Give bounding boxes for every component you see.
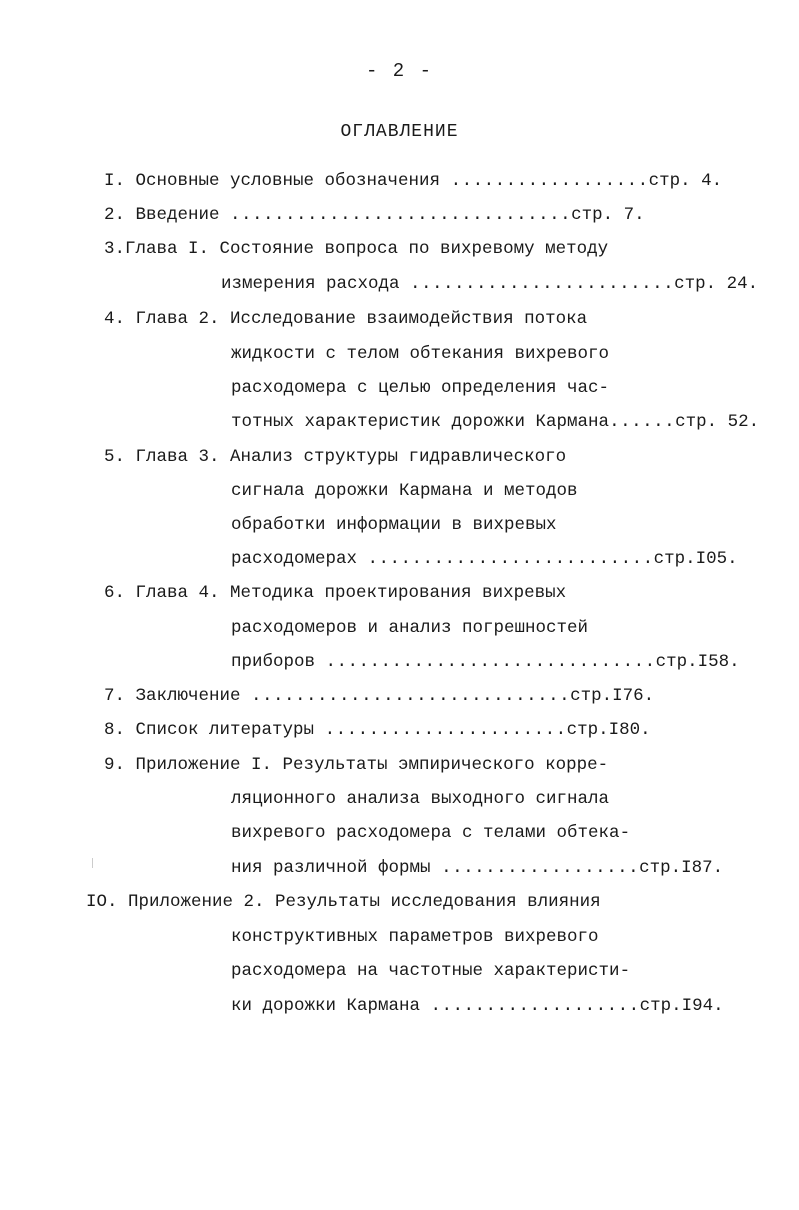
toc-line: расходомера на частотные характеристи-	[231, 961, 631, 981]
toc-line: ния различной формы	[231, 858, 431, 878]
toc-dots: ......	[609, 412, 676, 432]
toc-entry-9-line-4	[231, 857, 723, 879]
toc-line: расходомеров и анализ погрешностей	[231, 618, 589, 638]
toc-entry-4-line-2	[231, 343, 609, 365]
page-number: - 2 -	[365, 60, 433, 82]
toc-entry-2	[104, 204, 645, 226]
toc-dots: ..............................	[325, 652, 656, 672]
toc-entry-5-line-3	[231, 514, 557, 536]
toc-line: I. Основные условные обозначения	[104, 171, 441, 191]
toc-line: вихревого расходомера с телами обтека-	[231, 823, 631, 843]
toc-entry-3-line-2	[221, 273, 758, 295]
toc-dots: ...............................	[230, 205, 572, 225]
toc-page: стр. 24.	[674, 274, 759, 294]
toc-line: приборов	[231, 652, 316, 672]
toc-entry-6-line-1	[104, 582, 566, 604]
toc-page: стр.I76.	[570, 686, 655, 706]
toc-page: стр. 52.	[675, 412, 760, 432]
toc-line: измерения расхода	[221, 274, 400, 294]
toc-entry-10-line-3	[231, 960, 630, 982]
toc-line: ляционного анализа выходного сигнала	[231, 789, 610, 809]
toc-entry-10-line-2	[231, 926, 599, 948]
toc-dots: ......................	[324, 720, 567, 740]
toc-line: 2. Введение	[104, 205, 220, 225]
toc-entry-10-line-4	[231, 995, 724, 1017]
toc-line: 4. Глава 2. Исследование взаимодействия потока	[104, 309, 588, 329]
toc-line: тотных характеристик дорожки Кармана	[231, 412, 610, 432]
toc-entry-4-line-3	[231, 377, 609, 399]
toc-entry-5-line-1	[104, 446, 566, 468]
toc-entry-1	[104, 170, 722, 192]
page-title: ОГЛАВЛЕНИЕ	[340, 122, 459, 142]
toc-entry-6-line-3	[231, 651, 740, 673]
toc-entry-4-line-4	[231, 411, 759, 433]
toc-line: обработки информации в вихревых	[231, 515, 557, 535]
toc-entry-7	[104, 685, 654, 707]
toc-entry-9-line-2	[231, 788, 609, 810]
scan-smudge	[92, 858, 96, 868]
toc-page: стр. 4.	[648, 171, 723, 191]
toc-line: сигнала дорожки Кармана и методов	[231, 481, 578, 501]
toc-page: стр.I58.	[655, 652, 740, 672]
toc-line: расходомера с целью определения час-	[231, 378, 610, 398]
toc-entry-9-line-1	[104, 754, 608, 776]
toc-line: 3.Глава I. Состояние вопроса по вихревому методу	[104, 239, 609, 259]
toc-page: стр.I80.	[566, 720, 651, 740]
toc-page: стр.I94.	[639, 996, 724, 1016]
toc-entry-5-line-2	[231, 480, 578, 502]
toc-line: 9. Приложение I. Результаты эмпирического корре-	[104, 755, 609, 775]
toc-entry-9-line-3	[231, 822, 630, 844]
toc-entry-6-line-2	[231, 617, 588, 639]
toc-dots: ...................	[430, 996, 640, 1016]
toc-dots: ..........................	[367, 549, 654, 569]
toc-line: конструктивных параметров вихревого	[231, 927, 599, 947]
toc-dots: .............................	[251, 686, 571, 706]
toc-dots: ........................	[410, 274, 675, 294]
toc-line: IO. Приложение 2. Результаты исследования влияния	[86, 892, 601, 912]
toc-page: стр.I87.	[639, 858, 724, 878]
toc-line: расходомерах	[231, 549, 358, 569]
toc-entry-4-line-1	[104, 308, 587, 330]
toc-entry-8	[104, 719, 651, 741]
toc-line: 5. Глава 3. Анализ структуры гидравлического	[104, 447, 567, 467]
toc-page: стр. 7.	[571, 205, 645, 225]
toc-entry-10-line-1	[86, 891, 601, 913]
toc-line: жидкости с телом обтекания вихревого	[231, 344, 610, 364]
toc-line: 7. Заключение	[104, 686, 241, 706]
toc-page: стр.I05.	[653, 549, 738, 569]
toc-dots: ..................	[441, 858, 640, 878]
toc-line: ки дорожки Кармана	[231, 996, 421, 1016]
toc-line: 6. Глава 4. Методика проектирования вихревых	[104, 583, 567, 603]
toc-dots: ..................	[450, 171, 649, 191]
toc-entry-3-line-1	[104, 238, 608, 260]
toc-entry-5-line-4	[231, 548, 738, 570]
toc-line: 8. Список литературы	[104, 720, 315, 740]
